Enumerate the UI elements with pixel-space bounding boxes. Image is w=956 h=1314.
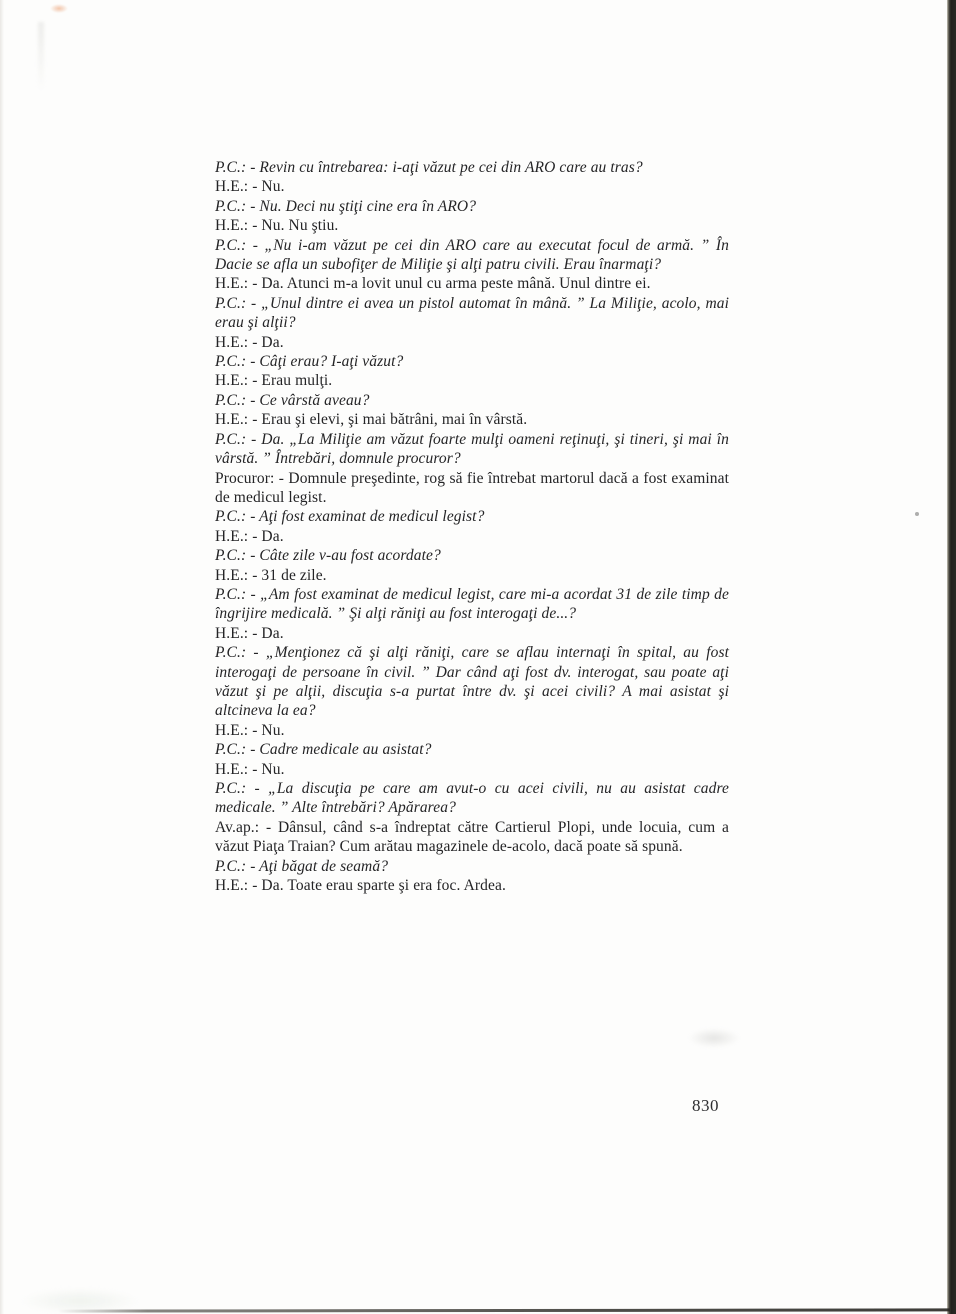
transcript-paragraph: P.C.: - Nu. Deci nu ştiţi cine era în ARO?	[215, 197, 477, 215]
transcript-paragraph: P.C.: - „La discuţia pe care am avut-o cu acei civili, nu au asistat cadre medicale. ” Alte întrebări? Apărarea?	[215, 780, 729, 817]
transcript-paragraph: H.E.: - Da.	[215, 333, 284, 351]
scan-edge-left	[0, 0, 4, 1314]
transcript-paragraph: H.E.: - Nu.	[215, 721, 285, 739]
transcript-paragraph: H.E.: - Da.	[215, 624, 284, 642]
transcript-paragraph: P.C.: - Câte zile v-au fost acordate?	[215, 547, 441, 565]
transcript-paragraph: P.C.: - Ce vârstă aveau?	[215, 391, 370, 409]
transcript-paragraph: P.C.: - „Am fost examinat de medicul legist, care mi-a acordat 31 de zile timp de îngrijire medicală. ” Şi alţi răniţi au fost interogaţi de...?	[215, 585, 729, 623]
transcript-text-block	[215, 158, 729, 895]
transcript-paragraph: H.E.: - Erau mulţi.	[215, 372, 333, 390]
page-number: 830	[692, 1096, 719, 1115]
transcript-paragraph: P.C.: - „Menţionez că şi alţi răniţi, care se aflau internaţi în spital, au fost interogaţi de persoane în civil. ” Dar când aţi fost dv. interogat, sau poate aţi văzut şi pe alţii, discuţia s-a purtat între dv. şi acei civili? A mai asistat şi altcineva la ea?	[215, 644, 729, 720]
transcript-paragraph: H.E.: - Da. Atunci m-a lovit unul cu arma peste mână. Unul dintre ei.	[215, 275, 651, 293]
transcript-paragraph: P.C.: - Aţi băgat de seamă?	[215, 857, 389, 875]
transcript-paragraph: Av.ap.: - Dânsul, când s-a îndreptat către Cartierul Plopi, unde locuia, cum a văzut Piaţa Traian? Cum arătau magazinele de-acolo, dacă poate să spună.	[215, 818, 729, 856]
scan-edge-shadow-right	[947, 0, 956, 1314]
transcript-paragraph: Procuror: - Domnule preşedinte, rog să fie întrebat martorul dacă a fost examinat de medicul legist.	[215, 469, 729, 506]
transcript-paragraph: P.C.: - „Nu i-am văzut pe cei din ARO care au executat focul de armă. ” În Dacie se afla un subofiţer de Miliţie şi alţi patru civili. Erau înarmaţi?	[215, 236, 729, 274]
transcript-paragraph: H.E.: - Da. Toate erau sparte şi era foc. Ardea.	[215, 877, 506, 895]
scan-smudge-bottom-left	[20, 1288, 140, 1314]
scan-shadow-bottom	[58, 1308, 950, 1312]
transcript-paragraph: H.E.: - Nu. Nu ştiu.	[215, 217, 339, 235]
transcript-paragraph: H.E.: - Nu.	[215, 178, 285, 196]
scan-streak-top-left	[38, 22, 44, 92]
transcript-paragraph: P.C.: - Cadre medicale au asistat?	[215, 741, 432, 759]
transcript-paragraph: H.E.: - Nu.	[215, 760, 285, 778]
transcript-paragraph: P.C.: - „Unul dintre ei avea un pistol automat în mână. ” La Miliţie, acolo, mai erau şi alţii?	[215, 294, 729, 332]
transcript-paragraph: H.E.: - Da.	[215, 527, 284, 545]
transcript-paragraph: H.E.: - 31 de zile.	[215, 566, 327, 584]
transcript-paragraph: P.C.: - Câţi erau? I-aţi văzut?	[215, 353, 404, 371]
scan-smudge-top-left	[50, 4, 68, 13]
scan-speck-right	[915, 512, 919, 516]
scan-smudge-lower	[688, 1028, 740, 1048]
transcript-paragraph: P.C.: - Aţi fost examinat de medicul legist?	[215, 508, 485, 526]
transcript-paragraph: P.C.: - Revin cu întrebarea: i-aţi văzut pe cei din ARO care au tras?	[215, 159, 643, 176]
transcript-paragraph: P.C.: - Da. „La Miliţie am văzut foarte mulţi oameni reţinuţi, şi tineri, şi mai în vârstă. ” Întrebări, domnule procuror?	[215, 430, 729, 468]
transcript-paragraph: H.E.: - Erau şi elevi, şi mai bătrâni, mai în vârstă.	[215, 411, 528, 429]
